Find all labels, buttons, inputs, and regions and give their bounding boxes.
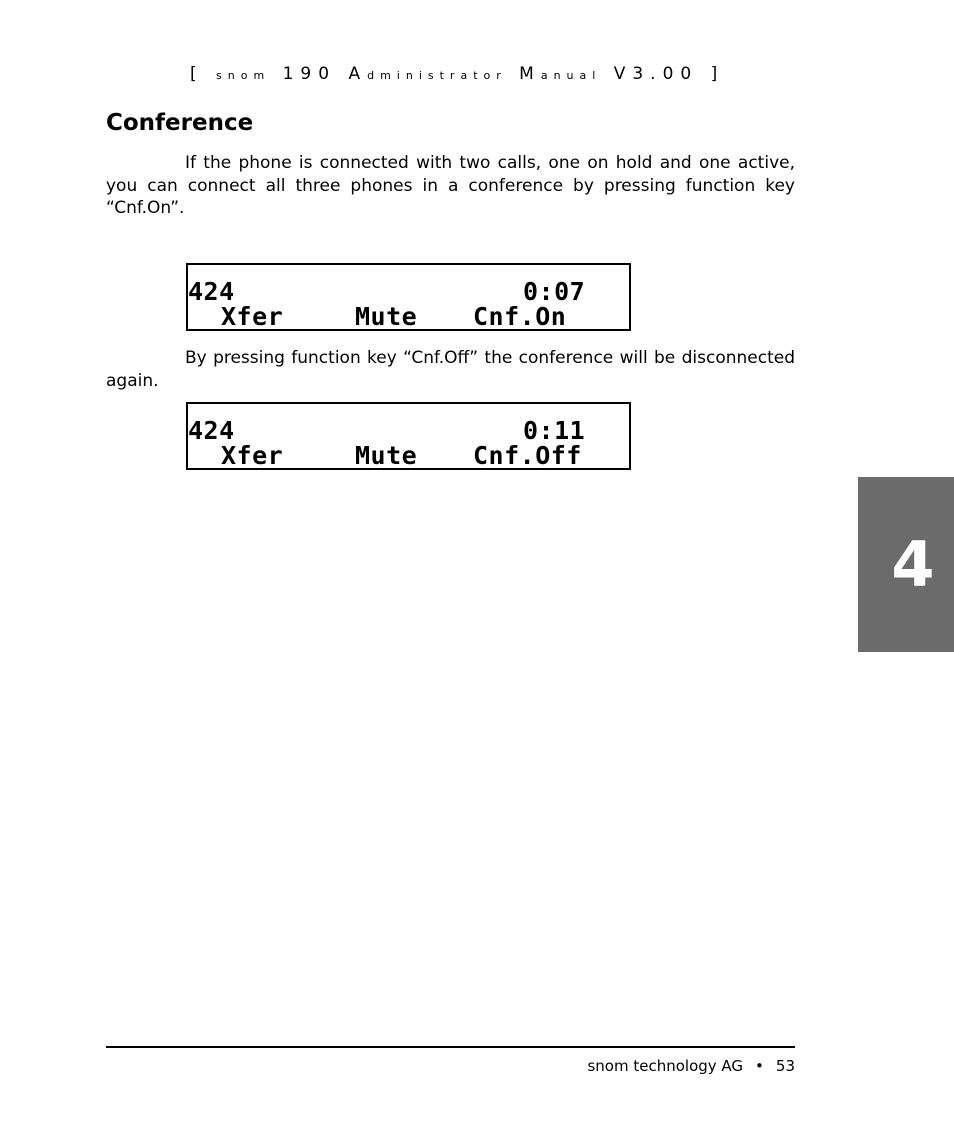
header-title-m-rest: anual xyxy=(540,69,602,82)
chapter-tab xyxy=(858,477,954,652)
lcd-softkey-mute: Mute xyxy=(355,441,418,470)
lcd-softkey-mute: Mute xyxy=(355,302,418,331)
header-title-a-initial: A xyxy=(348,64,368,84)
lcd-softkey-conference-off: Cnf.Off xyxy=(473,441,582,470)
lcd-call-timer: 0:11 xyxy=(523,416,586,445)
lcd-call-timer: 0:07 xyxy=(523,277,586,306)
footer-bullet: • xyxy=(755,1057,764,1075)
footer-rule xyxy=(106,1046,795,1048)
section-title: Conference xyxy=(106,110,254,136)
lcd-display-conference-off xyxy=(186,402,631,470)
header-version: V3.00 xyxy=(613,64,699,84)
lcd-display-conference-on xyxy=(186,263,631,331)
header-title-m-initial: M xyxy=(519,64,541,84)
lcd-softkey-conference-on: Cnf.On xyxy=(473,302,567,331)
chapter-number: 4 xyxy=(891,528,935,601)
lcd-extension: 424 xyxy=(188,416,235,445)
lcd-softkey-xfer: Xfer xyxy=(221,441,284,470)
header-title-a-rest: dministrator xyxy=(367,69,507,82)
running-header xyxy=(190,62,724,88)
header-model: 190 xyxy=(282,64,337,84)
header-brand: snom xyxy=(216,69,271,82)
header-bracket-close: ] xyxy=(710,64,725,84)
paragraph-conference-off: By pressing function key “Cnf.Off” the conference will be disconnected again. xyxy=(106,348,795,391)
lcd-extension: 424 xyxy=(188,277,235,306)
page-footer xyxy=(587,1056,795,1076)
header-bracket-open: [ xyxy=(190,64,204,84)
footer-company: snom technology AG xyxy=(587,1057,744,1075)
lcd-softkey-xfer: Xfer xyxy=(221,302,284,331)
paragraph-conference-on: If the phone is connected with two calls, one on hold and one active, you can connect all three phones in a conference by pressing function key “Cnf.On”. xyxy=(106,153,795,218)
footer-page-number: 53 xyxy=(775,1057,795,1075)
